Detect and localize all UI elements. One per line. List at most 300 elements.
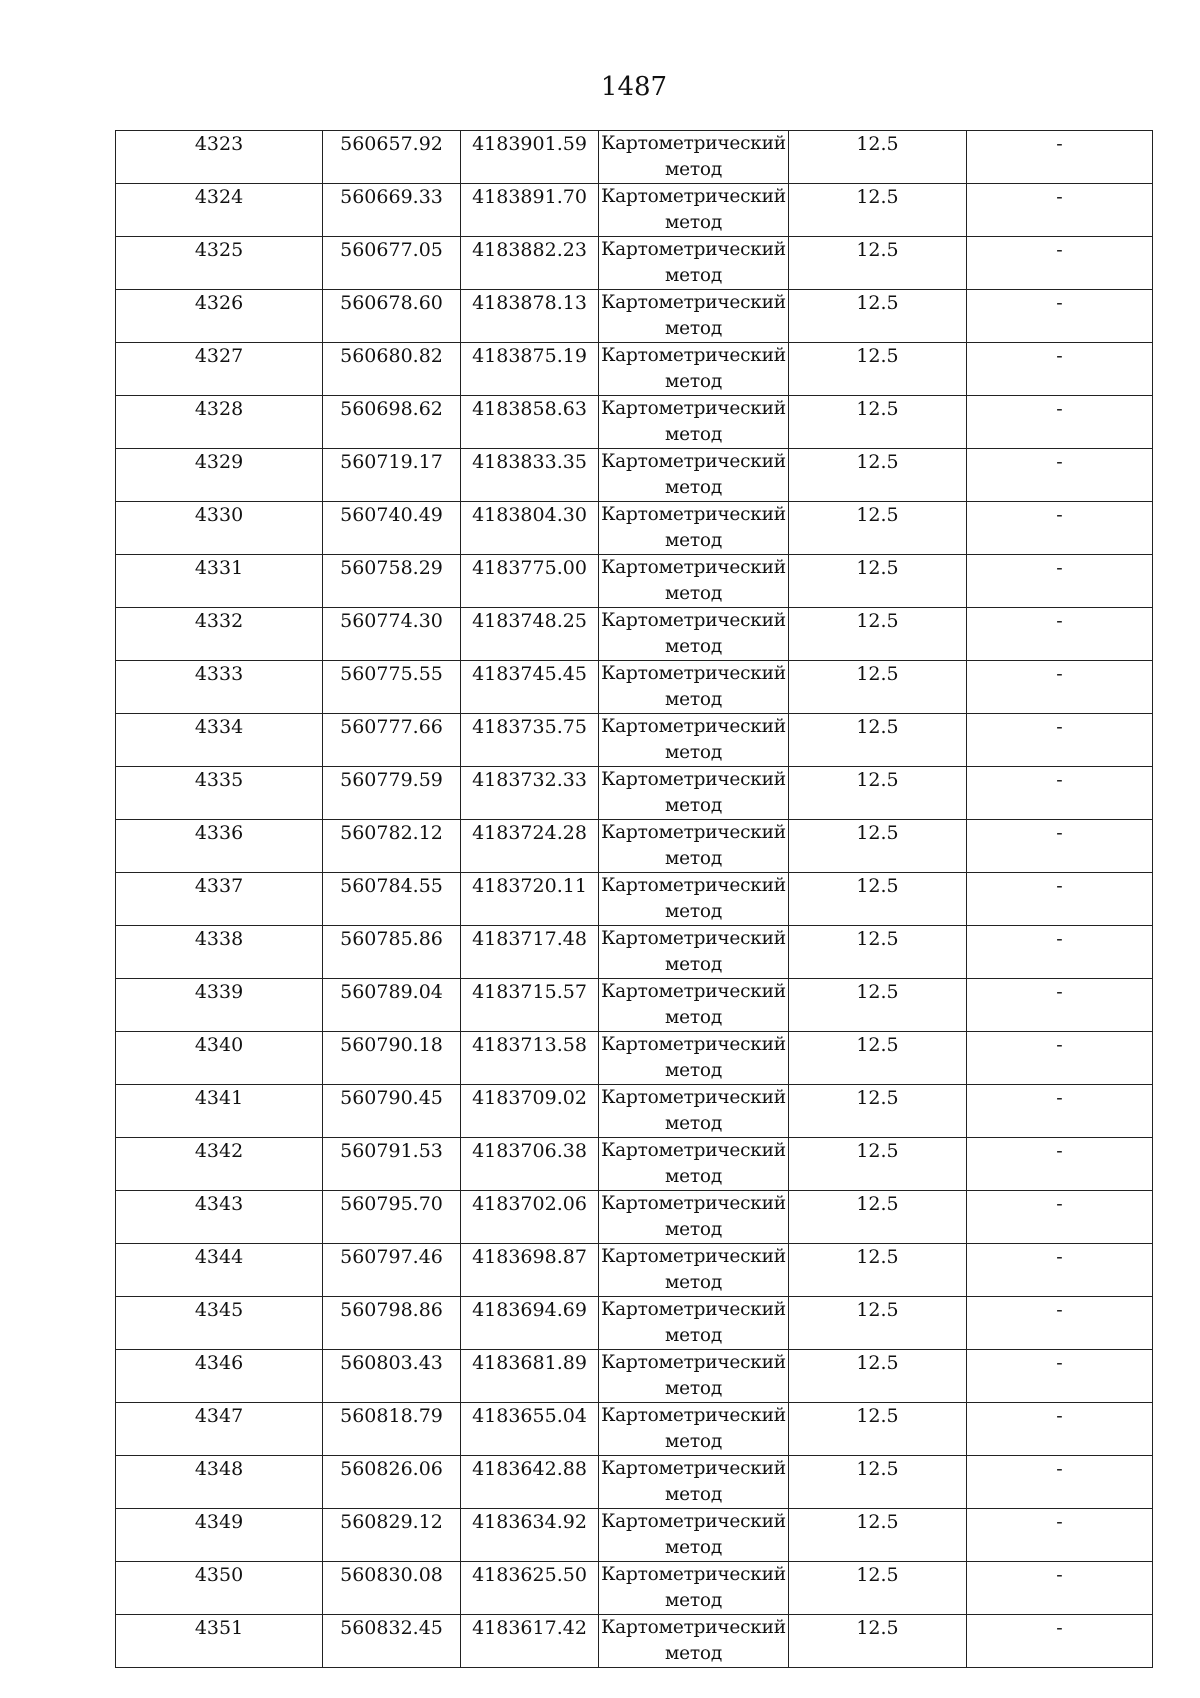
accuracy-cell xyxy=(789,1509,967,1562)
x-coordinate-cell xyxy=(323,1403,461,1456)
method-text: Картометрический метод xyxy=(601,345,786,392)
method-text: Картометрический метод xyxy=(601,186,786,233)
method-cell xyxy=(599,1032,789,1085)
y-coordinate-text: 4183709.02 xyxy=(472,1087,587,1109)
method-cell xyxy=(599,1085,789,1138)
point-number-cell xyxy=(116,1244,323,1297)
accuracy-cell xyxy=(789,290,967,343)
point-number-cell xyxy=(116,1350,323,1403)
method-cell xyxy=(599,555,789,608)
accuracy-cell xyxy=(789,184,967,237)
method-cell xyxy=(599,1138,789,1191)
accuracy-text: 12.5 xyxy=(856,1246,899,1268)
point-number-text: 4333 xyxy=(194,663,244,685)
point-number-text: 4326 xyxy=(194,292,244,314)
note-text: - xyxy=(1056,981,1063,1003)
accuracy-text: 12.5 xyxy=(856,1511,899,1533)
point-number-cell xyxy=(116,1138,323,1191)
method-text: Картометрический метод xyxy=(601,1352,786,1399)
point-number-text: 4337 xyxy=(194,875,244,897)
x-coordinate-text: 560719.17 xyxy=(340,451,443,473)
note-text: - xyxy=(1056,186,1063,208)
x-coordinate-text: 560657.92 xyxy=(340,133,443,155)
method-text: Картометрический метод xyxy=(601,504,786,551)
note-text: - xyxy=(1056,663,1063,685)
point-number-cell xyxy=(116,396,323,449)
point-number-text: 4351 xyxy=(194,1617,244,1639)
y-coordinate-cell xyxy=(461,1350,599,1403)
table-row xyxy=(116,1244,1153,1297)
table-row xyxy=(116,767,1153,820)
method-text: Картометрический метод xyxy=(601,1511,786,1558)
x-coordinate-cell xyxy=(323,767,461,820)
method-cell xyxy=(599,1244,789,1297)
point-number-text: 4331 xyxy=(194,557,244,579)
method-cell xyxy=(599,343,789,396)
note-text: - xyxy=(1056,1458,1063,1480)
point-number-text: 4350 xyxy=(194,1564,244,1586)
x-coordinate-cell xyxy=(323,661,461,714)
accuracy-text: 12.5 xyxy=(856,398,899,420)
table-row xyxy=(116,1191,1153,1244)
point-number-text: 4323 xyxy=(194,133,244,155)
table-row xyxy=(116,1297,1153,1350)
note-cell xyxy=(967,1032,1153,1085)
y-coordinate-cell xyxy=(461,820,599,873)
y-coordinate-text: 4183702.06 xyxy=(472,1193,587,1215)
method-cell xyxy=(599,449,789,502)
accuracy-cell xyxy=(789,714,967,767)
accuracy-text: 12.5 xyxy=(856,557,899,579)
x-coordinate-cell xyxy=(323,290,461,343)
point-number-text: 4340 xyxy=(194,1034,244,1056)
method-cell xyxy=(599,1456,789,1509)
y-coordinate-cell xyxy=(461,714,599,767)
point-number-cell xyxy=(116,979,323,1032)
point-number-cell xyxy=(116,1403,323,1456)
note-text: - xyxy=(1056,1299,1063,1321)
accuracy-cell xyxy=(789,979,967,1032)
y-coordinate-text: 4183901.59 xyxy=(472,133,587,155)
table-row xyxy=(116,131,1153,184)
method-cell xyxy=(599,714,789,767)
x-coordinate-text: 560826.06 xyxy=(340,1458,443,1480)
table-row xyxy=(116,290,1153,343)
point-number-cell xyxy=(116,555,323,608)
point-number-cell xyxy=(116,1085,323,1138)
accuracy-cell xyxy=(789,131,967,184)
x-coordinate-cell xyxy=(323,1191,461,1244)
x-coordinate-cell xyxy=(323,1562,461,1615)
x-coordinate-cell xyxy=(323,237,461,290)
y-coordinate-cell xyxy=(461,1244,599,1297)
x-coordinate-text: 560677.05 xyxy=(340,239,443,261)
x-coordinate-text: 560777.66 xyxy=(340,716,443,738)
method-cell xyxy=(599,290,789,343)
y-coordinate-text: 4183732.33 xyxy=(472,769,587,791)
x-coordinate-text: 560680.82 xyxy=(340,345,443,367)
point-number-cell xyxy=(116,1032,323,1085)
method-cell xyxy=(599,979,789,1032)
y-coordinate-cell xyxy=(461,608,599,661)
accuracy-text: 12.5 xyxy=(856,1193,899,1215)
method-text: Картометрический метод xyxy=(601,716,786,763)
x-coordinate-text: 560790.45 xyxy=(340,1087,443,1109)
note-text: - xyxy=(1056,292,1063,314)
y-coordinate-text: 4183625.50 xyxy=(472,1564,587,1586)
y-coordinate-text: 4183775.00 xyxy=(472,557,587,579)
x-coordinate-cell xyxy=(323,502,461,555)
accuracy-cell xyxy=(789,1297,967,1350)
note-text: - xyxy=(1056,1246,1063,1268)
method-cell xyxy=(599,608,789,661)
accuracy-cell xyxy=(789,926,967,979)
method-text: Картометрический метод xyxy=(601,610,786,657)
note-cell xyxy=(967,502,1153,555)
accuracy-cell xyxy=(789,1403,967,1456)
point-number-text: 4328 xyxy=(194,398,244,420)
note-text: - xyxy=(1056,1034,1063,1056)
x-coordinate-text: 560669.33 xyxy=(340,186,443,208)
note-cell xyxy=(967,1403,1153,1456)
point-number-cell xyxy=(116,820,323,873)
x-coordinate-cell xyxy=(323,184,461,237)
note-text: - xyxy=(1056,1193,1063,1215)
point-number-cell xyxy=(116,1509,323,1562)
table-row xyxy=(116,555,1153,608)
method-text: Картометрический метод xyxy=(601,1034,786,1081)
note-cell xyxy=(967,1297,1153,1350)
note-text: - xyxy=(1056,610,1063,632)
x-coordinate-cell xyxy=(323,396,461,449)
accuracy-cell xyxy=(789,1562,967,1615)
point-number-cell xyxy=(116,767,323,820)
table-row xyxy=(116,926,1153,979)
method-text: Картометрический метод xyxy=(601,663,786,710)
y-coordinate-text: 4183617.42 xyxy=(472,1617,587,1639)
x-coordinate-cell xyxy=(323,1085,461,1138)
table-row xyxy=(116,1085,1153,1138)
coordinates-table xyxy=(115,130,1153,1668)
accuracy-text: 12.5 xyxy=(856,928,899,950)
table-row xyxy=(116,449,1153,502)
method-text: Картометрический метод xyxy=(601,1140,786,1187)
accuracy-text: 12.5 xyxy=(856,1299,899,1321)
method-text: Картометрический метод xyxy=(601,1193,786,1240)
y-coordinate-cell xyxy=(461,237,599,290)
table-row xyxy=(116,343,1153,396)
y-coordinate-text: 4183748.25 xyxy=(472,610,587,632)
y-coordinate-cell xyxy=(461,1297,599,1350)
x-coordinate-text: 560791.53 xyxy=(340,1140,443,1162)
method-text: Картометрический метод xyxy=(601,451,786,498)
x-coordinate-cell xyxy=(323,1509,461,1562)
method-text: Картометрический метод xyxy=(601,1087,786,1134)
y-coordinate-cell xyxy=(461,1032,599,1085)
accuracy-text: 12.5 xyxy=(856,451,899,473)
y-coordinate-cell xyxy=(461,1138,599,1191)
y-coordinate-cell xyxy=(461,449,599,502)
point-number-cell xyxy=(116,131,323,184)
point-number-cell xyxy=(116,184,323,237)
y-coordinate-text: 4183706.38 xyxy=(472,1140,587,1162)
point-number-text: 4345 xyxy=(194,1299,244,1321)
y-coordinate-text: 4183882.23 xyxy=(472,239,587,261)
y-coordinate-text: 4183681.89 xyxy=(472,1352,587,1374)
method-cell xyxy=(599,184,789,237)
y-coordinate-text: 4183698.87 xyxy=(472,1246,587,1268)
point-number-cell xyxy=(116,502,323,555)
y-coordinate-cell xyxy=(461,290,599,343)
method-text: Картометрический метод xyxy=(601,875,786,922)
accuracy-text: 12.5 xyxy=(856,504,899,526)
y-coordinate-text: 4183724.28 xyxy=(472,822,587,844)
accuracy-cell xyxy=(789,1244,967,1297)
x-coordinate-text: 560774.30 xyxy=(340,610,443,632)
table-row xyxy=(116,502,1153,555)
accuracy-cell xyxy=(789,1032,967,1085)
note-cell xyxy=(967,820,1153,873)
accuracy-text: 12.5 xyxy=(856,1564,899,1586)
note-cell xyxy=(967,237,1153,290)
note-text: - xyxy=(1056,1564,1063,1586)
point-number-cell xyxy=(116,873,323,926)
point-number-text: 4342 xyxy=(194,1140,244,1162)
y-coordinate-text: 4183858.63 xyxy=(472,398,587,420)
note-text: - xyxy=(1056,133,1063,155)
point-number-text: 4334 xyxy=(194,716,244,738)
accuracy-text: 12.5 xyxy=(856,1034,899,1056)
accuracy-cell xyxy=(789,343,967,396)
x-coordinate-cell xyxy=(323,1615,461,1668)
accuracy-text: 12.5 xyxy=(856,239,899,261)
table-row xyxy=(116,1456,1153,1509)
accuracy-text: 12.5 xyxy=(856,1458,899,1480)
note-text: - xyxy=(1056,504,1063,526)
accuracy-cell xyxy=(789,873,967,926)
note-text: - xyxy=(1056,1140,1063,1162)
note-text: - xyxy=(1056,1511,1063,1533)
method-text: Картометрический метод xyxy=(601,1405,786,1452)
note-cell xyxy=(967,555,1153,608)
y-coordinate-text: 4183833.35 xyxy=(472,451,587,473)
table-row xyxy=(116,979,1153,1032)
method-text: Картометрический метод xyxy=(601,769,786,816)
method-text: Картометрический метод xyxy=(601,398,786,445)
method-cell xyxy=(599,502,789,555)
method-cell xyxy=(599,926,789,979)
point-number-text: 4343 xyxy=(194,1193,244,1215)
accuracy-text: 12.5 xyxy=(856,292,899,314)
point-number-cell xyxy=(116,1562,323,1615)
accuracy-cell xyxy=(789,396,967,449)
x-coordinate-cell xyxy=(323,926,461,979)
point-number-cell xyxy=(116,237,323,290)
table-row xyxy=(116,1138,1153,1191)
x-coordinate-cell xyxy=(323,555,461,608)
method-cell xyxy=(599,767,789,820)
point-number-text: 4346 xyxy=(194,1352,244,1374)
note-text: - xyxy=(1056,557,1063,579)
accuracy-cell xyxy=(789,767,967,820)
accuracy-text: 12.5 xyxy=(856,716,899,738)
point-number-cell xyxy=(116,290,323,343)
note-text: - xyxy=(1056,716,1063,738)
note-cell xyxy=(967,714,1153,767)
accuracy-cell xyxy=(789,555,967,608)
accuracy-text: 12.5 xyxy=(856,345,899,367)
y-coordinate-cell xyxy=(461,661,599,714)
point-number-text: 4330 xyxy=(194,504,244,526)
accuracy-cell xyxy=(789,661,967,714)
note-cell xyxy=(967,1615,1153,1668)
x-coordinate-text: 560740.49 xyxy=(340,504,443,526)
point-number-cell xyxy=(116,1456,323,1509)
x-coordinate-cell xyxy=(323,131,461,184)
point-number-text: 4325 xyxy=(194,239,244,261)
point-number-text: 4338 xyxy=(194,928,244,950)
x-coordinate-cell xyxy=(323,1297,461,1350)
accuracy-text: 12.5 xyxy=(856,1405,899,1427)
table-row xyxy=(116,820,1153,873)
table-row xyxy=(116,873,1153,926)
note-cell xyxy=(967,1509,1153,1562)
accuracy-text: 12.5 xyxy=(856,663,899,685)
accuracy-cell xyxy=(789,237,967,290)
note-cell xyxy=(967,1138,1153,1191)
y-coordinate-cell xyxy=(461,1456,599,1509)
x-coordinate-text: 560829.12 xyxy=(340,1511,443,1533)
accuracy-cell xyxy=(789,1138,967,1191)
x-coordinate-text: 560779.59 xyxy=(340,769,443,791)
point-number-cell xyxy=(116,926,323,979)
accuracy-cell xyxy=(789,1350,967,1403)
note-text: - xyxy=(1056,345,1063,367)
x-coordinate-text: 560775.55 xyxy=(340,663,443,685)
x-coordinate-cell xyxy=(323,979,461,1032)
accuracy-text: 12.5 xyxy=(856,769,899,791)
y-coordinate-text: 4183720.11 xyxy=(472,875,587,897)
table-row xyxy=(116,1350,1153,1403)
y-coordinate-cell xyxy=(461,1191,599,1244)
x-coordinate-cell xyxy=(323,820,461,873)
note-cell xyxy=(967,184,1153,237)
y-coordinate-text: 4183745.45 xyxy=(472,663,587,685)
y-coordinate-cell xyxy=(461,343,599,396)
accuracy-cell xyxy=(789,1085,967,1138)
point-number-text: 4344 xyxy=(194,1246,244,1268)
page-number: 1487 xyxy=(600,72,668,102)
y-coordinate-cell xyxy=(461,396,599,449)
x-coordinate-cell xyxy=(323,873,461,926)
method-cell xyxy=(599,1350,789,1403)
x-coordinate-cell xyxy=(323,1138,461,1191)
note-cell xyxy=(967,449,1153,502)
point-number-text: 4339 xyxy=(194,981,244,1003)
accuracy-text: 12.5 xyxy=(856,1617,899,1639)
y-coordinate-text: 4183642.88 xyxy=(472,1458,587,1480)
y-coordinate-cell xyxy=(461,926,599,979)
point-number-text: 4347 xyxy=(194,1405,244,1427)
x-coordinate-text: 560784.55 xyxy=(340,875,443,897)
y-coordinate-text: 4183694.69 xyxy=(472,1299,587,1321)
x-coordinate-cell xyxy=(323,449,461,502)
x-coordinate-cell xyxy=(323,1456,461,1509)
point-number-cell xyxy=(116,661,323,714)
x-coordinate-cell xyxy=(323,714,461,767)
y-coordinate-text: 4183717.48 xyxy=(472,928,587,950)
y-coordinate-text: 4183735.75 xyxy=(472,716,587,738)
x-coordinate-text: 560798.86 xyxy=(340,1299,443,1321)
note-cell xyxy=(967,661,1153,714)
y-coordinate-cell xyxy=(461,555,599,608)
accuracy-cell xyxy=(789,502,967,555)
accuracy-text: 12.5 xyxy=(856,186,899,208)
x-coordinate-cell xyxy=(323,1244,461,1297)
note-text: - xyxy=(1056,769,1063,791)
note-cell xyxy=(967,131,1153,184)
method-text: Картометрический метод xyxy=(601,292,786,339)
y-coordinate-cell xyxy=(461,131,599,184)
note-text: - xyxy=(1056,822,1063,844)
accuracy-text: 12.5 xyxy=(856,133,899,155)
y-coordinate-text: 4183891.70 xyxy=(472,186,587,208)
point-number-text: 4349 xyxy=(194,1511,244,1533)
x-coordinate-text: 560678.60 xyxy=(340,292,443,314)
accuracy-text: 12.5 xyxy=(856,822,899,844)
point-number-cell xyxy=(116,1615,323,1668)
x-coordinate-text: 560795.70 xyxy=(340,1193,443,1215)
note-cell xyxy=(967,873,1153,926)
note-cell xyxy=(967,767,1153,820)
accuracy-text: 12.5 xyxy=(856,1087,899,1109)
x-coordinate-text: 560818.79 xyxy=(340,1405,443,1427)
y-coordinate-text: 4183878.13 xyxy=(472,292,587,314)
note-text: - xyxy=(1056,875,1063,897)
table-row xyxy=(116,184,1153,237)
method-text: Картометрический метод xyxy=(601,1564,786,1611)
y-coordinate-cell xyxy=(461,502,599,555)
point-number-cell xyxy=(116,449,323,502)
note-text: - xyxy=(1056,928,1063,950)
method-text: Картометрический метод xyxy=(601,1246,786,1293)
point-number-text: 4348 xyxy=(194,1458,244,1480)
x-coordinate-text: 560830.08 xyxy=(340,1564,443,1586)
table-row xyxy=(116,661,1153,714)
accuracy-cell xyxy=(789,1456,967,1509)
accuracy-text: 12.5 xyxy=(856,981,899,1003)
x-coordinate-text: 560803.43 xyxy=(340,1352,443,1374)
x-coordinate-cell xyxy=(323,1032,461,1085)
point-number-cell xyxy=(116,714,323,767)
accuracy-cell xyxy=(789,608,967,661)
method-cell xyxy=(599,1297,789,1350)
note-cell xyxy=(967,608,1153,661)
accuracy-cell xyxy=(789,449,967,502)
table-body xyxy=(116,131,1153,1668)
method-text: Картометрический метод xyxy=(601,981,786,1028)
note-text: - xyxy=(1056,1087,1063,1109)
x-coordinate-text: 560790.18 xyxy=(340,1034,443,1056)
note-text: - xyxy=(1056,1352,1063,1374)
table-row xyxy=(116,396,1153,449)
note-cell xyxy=(967,1244,1153,1297)
y-coordinate-cell xyxy=(461,979,599,1032)
point-number-cell xyxy=(116,1297,323,1350)
y-coordinate-text: 4183715.57 xyxy=(472,981,587,1003)
method-cell xyxy=(599,873,789,926)
method-text: Картометрический метод xyxy=(601,557,786,604)
